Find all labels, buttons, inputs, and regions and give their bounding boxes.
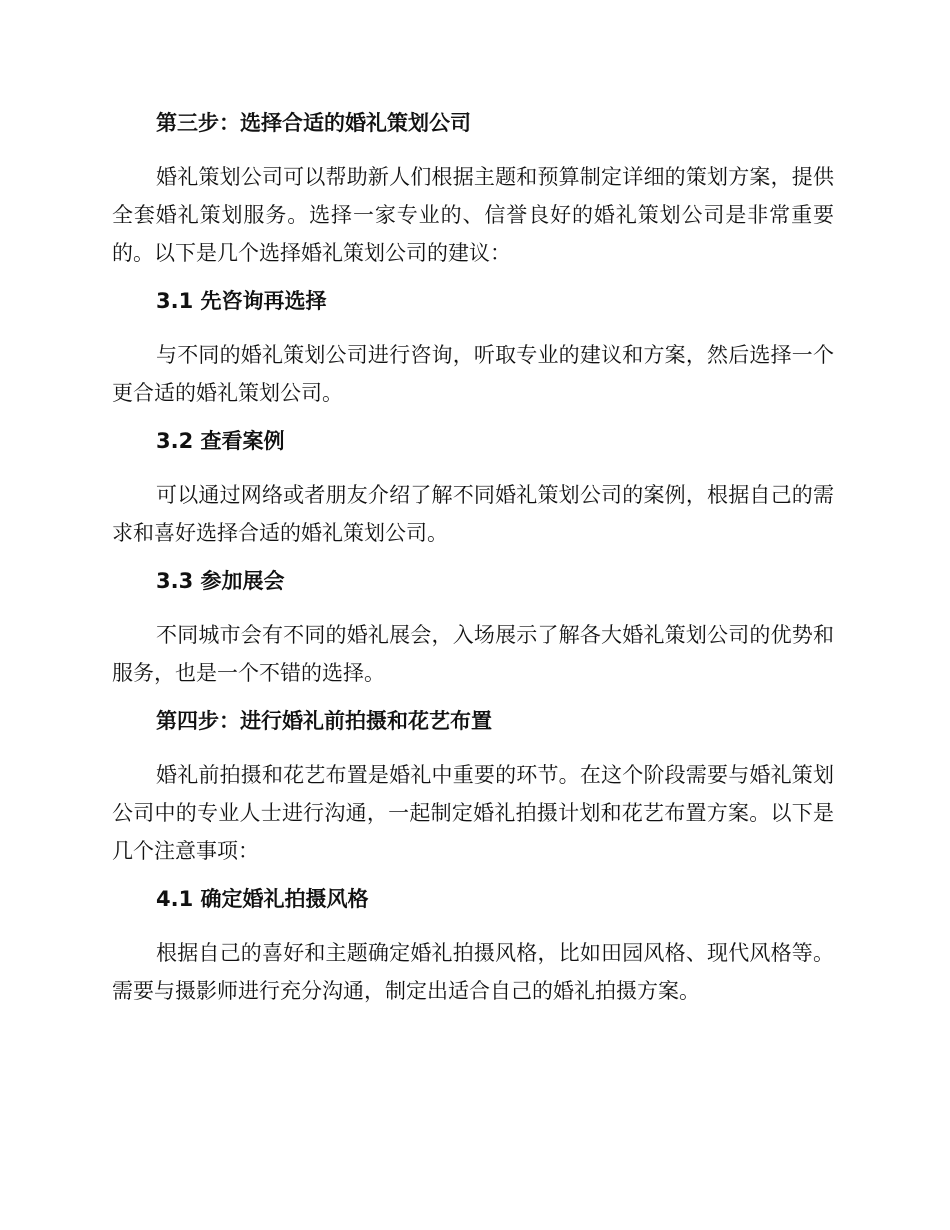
subheading-3-3: 3.3 参加展会 — [156, 569, 285, 593]
section-heading-step4: 第四步：进行婚礼前拍摄和花艺布置 — [156, 709, 492, 733]
paragraph-step4-intro: 婚礼前拍摄和花艺布置是婚礼中重要的环节。在这个阶段需要与婚礼策划公司中的专业人士进行沟通，一起制定婚礼拍摄计划和花艺布置方案。以下是几个注意事项： — [112, 763, 834, 863]
paragraph-step3-intro: 婚礼策划公司可以帮助新人们根据主题和预算制定详细的策划方案，提供全套婚礼策划服务。选择一家专业的、信誉良好的婚礼策划公司是非常重要的。以下是几个选择婚礼策划公司的建议： — [112, 165, 834, 265]
paragraph-4-1: 根据自己的喜好和主题确定婚礼拍摄风格，比如田园风格、现代风格等。需要与摄影师进行充分沟通，制定出适合自己的婚礼拍摄方案。 — [112, 941, 834, 1003]
subheading-3-1: 3.1 先咨询再选择 — [156, 289, 327, 313]
section-heading-step3: 第三步：选择合适的婚礼策划公司 — [156, 111, 471, 135]
subheading-3-2: 3.2 查看案例 — [156, 429, 285, 453]
paragraph-3-1: 与不同的婚礼策划公司进行咨询，听取专业的建议和方案，然后选择一个更合适的婚礼策划公司。 — [112, 343, 834, 405]
document-body — [112, 108, 834, 1024]
subheading-4-1: 4.1 确定婚礼拍摄风格 — [156, 887, 369, 911]
paragraph-3-3: 不同城市会有不同的婚礼展会，入场展示了解各大婚礼策划公司的优势和服务，也是一个不错的选择。 — [112, 623, 834, 685]
paragraph-3-2: 可以通过网络或者朋友介绍了解不同婚礼策划公司的案例，根据自己的需求和喜好选择合适的婚礼策划公司。 — [112, 483, 834, 545]
